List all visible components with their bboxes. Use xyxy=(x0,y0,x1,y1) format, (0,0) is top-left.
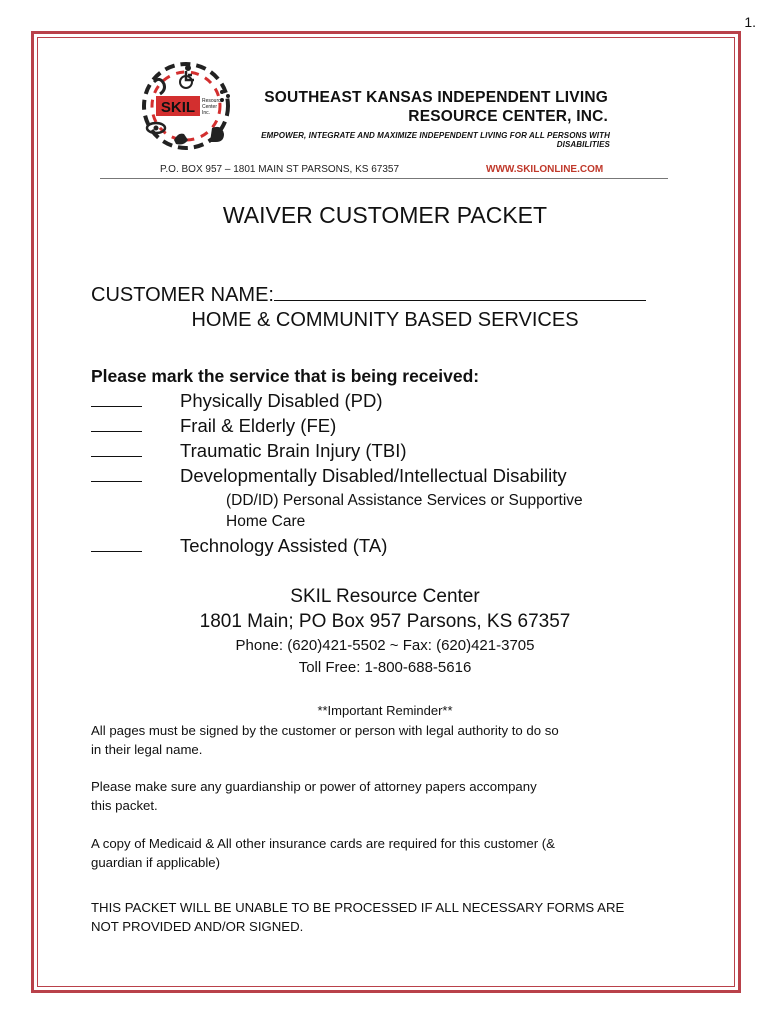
head-icon xyxy=(210,127,224,142)
skil-logo xyxy=(136,58,236,154)
page-number: 1. xyxy=(744,14,756,30)
checkbox-blank[interactable] xyxy=(91,415,142,432)
checkbox-blank[interactable] xyxy=(91,535,142,552)
subtitle: HOME & COMMUNITY BASED SERVICES xyxy=(191,309,579,331)
wheelchair-icon xyxy=(180,65,194,88)
service-option-fe[interactable]: Frail & Elderly (FE) xyxy=(91,415,336,437)
contact-address: 1801 Main; PO Box 957 Parsons, KS 67357 xyxy=(199,611,571,632)
customer-name-field[interactable] xyxy=(91,282,646,307)
svg-text:Resource: Resource xyxy=(202,98,224,104)
contact-toll-free: Toll Free: 1-800-688-5616 xyxy=(298,659,472,676)
checkbox-blank[interactable] xyxy=(91,465,142,482)
page-title: WAIVER CUSTOMER PACKET xyxy=(222,202,548,228)
instruction-text: Please mark the service that is being received: xyxy=(91,366,480,386)
svg-text:Center: Center xyxy=(202,104,218,110)
logo-text: SKIL xyxy=(160,99,196,116)
tagline: EMPOWER, INTEGRATE AND MAXIMIZE INDEPENDENT LIVING FOR ALL PERSONS WITH DISABILITIES xyxy=(261,131,610,149)
reminder-insurance: A copy of Medicaid & All other insurance cards are required for this customer (& guardian if applicable) xyxy=(91,836,555,870)
address-bar xyxy=(100,164,668,179)
website-link[interactable]: WWW.SKILONLINE.COM xyxy=(486,164,604,175)
reminder-signature: All pages must be signed by the customer or person with legal authority to do so in their legal name. xyxy=(91,723,559,757)
checkbox-blank[interactable] xyxy=(91,440,142,457)
reminder-processing-warning: THIS PACKET WILL BE UNABLE TO BE PROCESSED IF ALL NECESSARY FORMS ARE NOT PROVIDED AND/OR SIGNED. xyxy=(91,900,625,934)
customer-name-line[interactable] xyxy=(274,282,646,301)
organization-name: SOUTHEAST KANSAS INDEPENDENT LIVING RESOURCE CENTER, INC. xyxy=(264,89,608,125)
service-option-ddid[interactable]: Developmentally Disabled/Intellectual Disability xyxy=(91,465,567,487)
hand-sign-icon xyxy=(174,134,188,145)
contact-name: SKIL Resource Center xyxy=(290,586,480,607)
service-option-pd[interactable]: Physically Disabled (PD) xyxy=(91,390,383,412)
eye-icon xyxy=(147,123,165,133)
contact-phone: Phone: (620)421-5502 ~ Fax: (620)421-3705 xyxy=(235,637,535,654)
service-option-ta[interactable]: Technology Assisted (TA) xyxy=(91,535,387,557)
reminder-guardianship: Please make sure any guardianship or power of attorney papers accompany this packet. xyxy=(91,779,537,813)
service-ddid-detail: (DD/ID) Personal Assistance Services or Supportive Home Care xyxy=(226,492,583,530)
postal-address: P.O. BOX 957 – 1801 MAIN ST PARSONS, KS 67357 xyxy=(160,164,400,175)
customer-name-label: CUSTOMER NAME: xyxy=(91,284,274,306)
reminder-heading: **Important Reminder** xyxy=(317,703,453,718)
checkbox-blank[interactable] xyxy=(91,390,142,407)
service-option-tbi[interactable]: Traumatic Brain Injury (TBI) xyxy=(91,440,407,462)
svg-text:Inc.: Inc. xyxy=(202,110,211,116)
